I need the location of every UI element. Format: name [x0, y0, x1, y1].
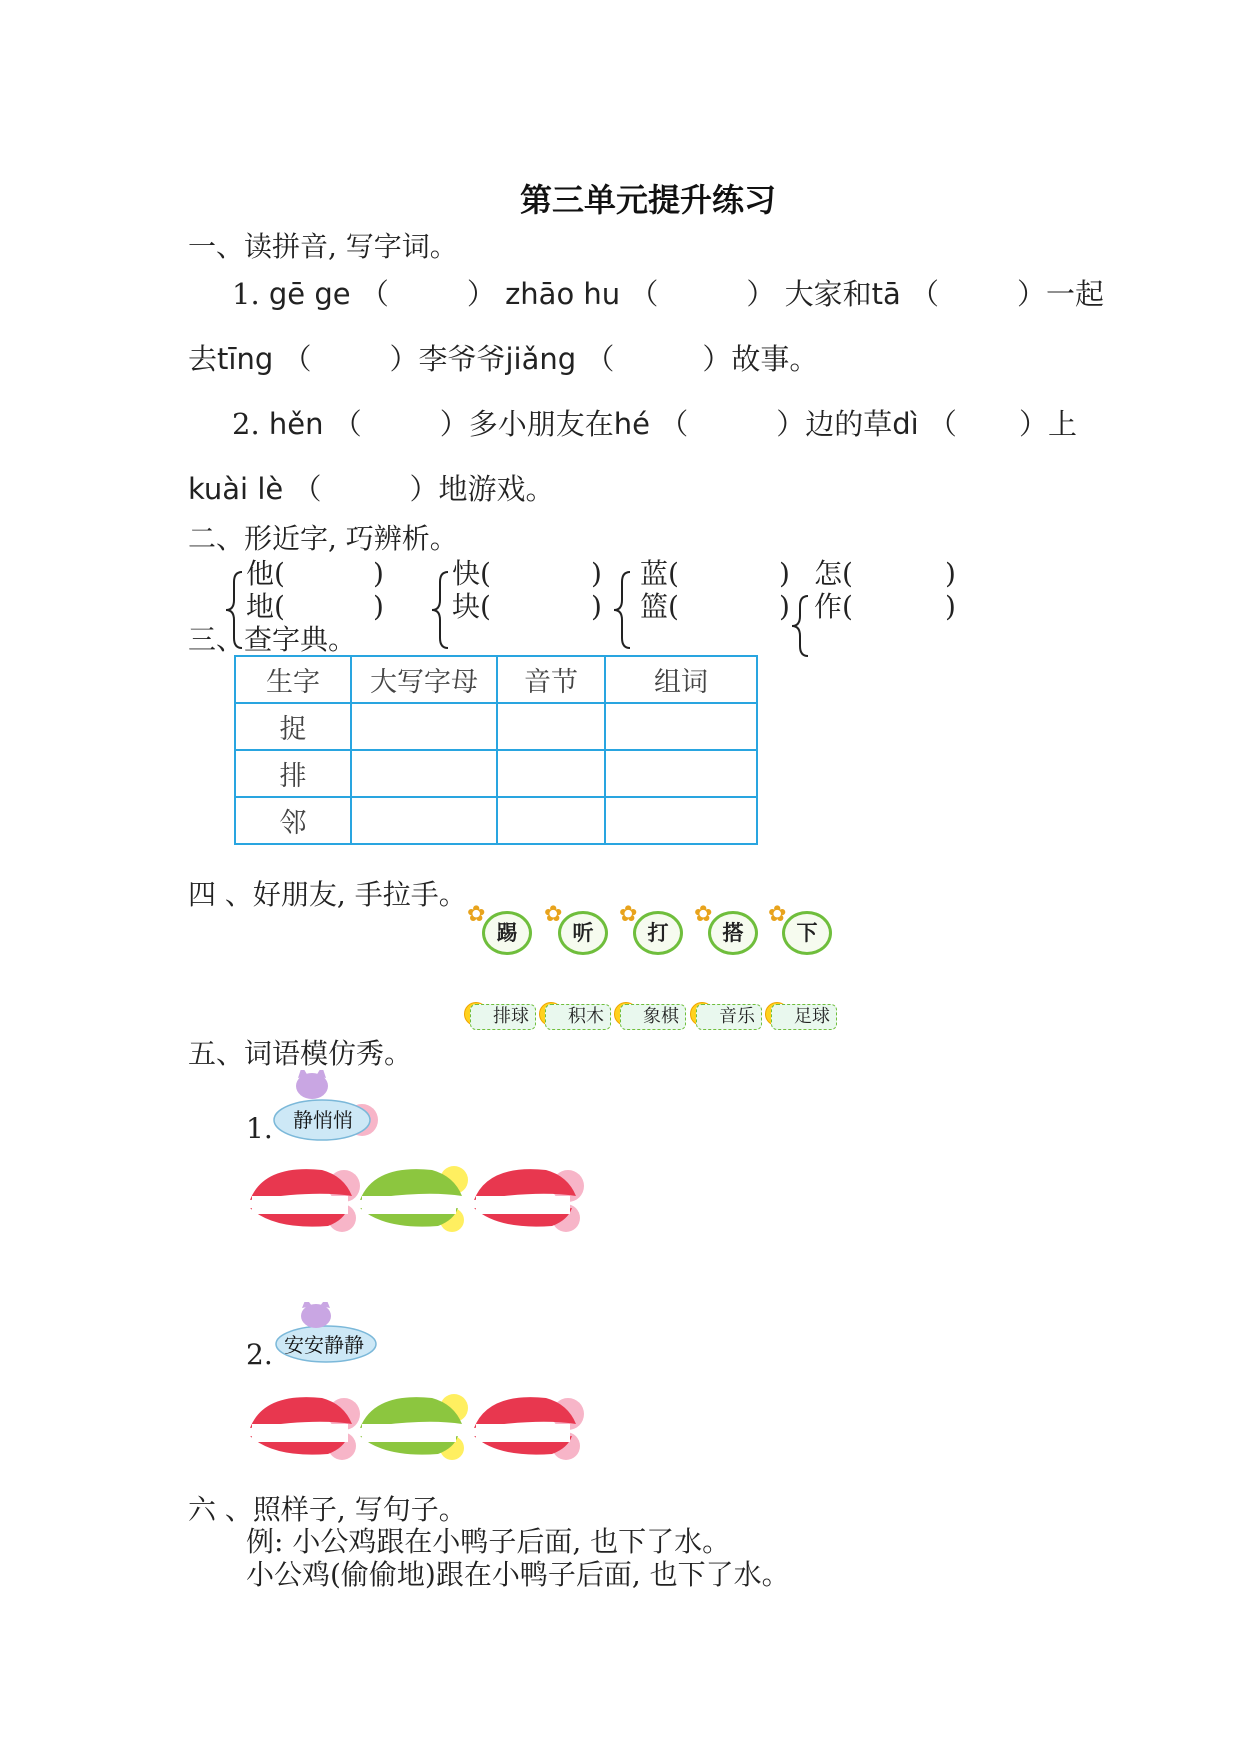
- pair-4-top: 怎( ): [814, 557, 956, 590]
- text: ）边的草: [776, 407, 893, 441]
- section-4-heading: 四 、好朋友, 手拉手。: [188, 878, 467, 911]
- text: ）地游戏。: [409, 472, 555, 506]
- paren-open: （: [927, 407, 957, 441]
- pair-2-top: 快( ): [452, 557, 602, 590]
- section-6-heading: 六 、照样子, 写句子。: [188, 1493, 467, 1526]
- section-3-heading: 三、查字典。: [188, 623, 357, 656]
- paren-open: （: [585, 342, 615, 376]
- paren-close: ）: [746, 277, 776, 311]
- paren-open: （: [292, 472, 322, 506]
- table-cell[interactable]: [497, 750, 605, 797]
- pair-3-top: 蓝( ): [640, 557, 790, 590]
- paren-open: （: [282, 342, 312, 376]
- section-5-heading: 五、词语模仿秀。: [188, 1037, 413, 1070]
- table-header-row: [235, 656, 757, 703]
- pair-1-top: 他( ): [246, 557, 384, 590]
- text: 大家和: [784, 277, 872, 311]
- paren-close: ）一起: [1017, 277, 1105, 311]
- noun-chip[interactable]: 象棋: [620, 1004, 686, 1030]
- table-header: 组词: [605, 656, 757, 703]
- section-2-heading: 二、形近字, 巧辨析。: [188, 522, 458, 555]
- brace: [614, 572, 630, 648]
- text: ）李爷爷: [389, 342, 506, 376]
- table-cell[interactable]: [351, 703, 497, 750]
- leaf-answer-row: [244, 1160, 600, 1235]
- table-cell[interactable]: [605, 797, 757, 844]
- answer-blank: [362, 1196, 456, 1214]
- paren-open: （: [629, 277, 659, 311]
- text: ）故事。: [702, 342, 819, 376]
- table-cell: 捉: [235, 703, 351, 750]
- pinyin: hěn: [268, 407, 324, 441]
- paren-open: （: [659, 407, 689, 441]
- verb-chip[interactable]: 下: [782, 911, 832, 955]
- item-number: 2.: [232, 407, 260, 441]
- answer-blank: [252, 1196, 348, 1214]
- answer-blank: [476, 1424, 570, 1442]
- verb-chip[interactable]: 打: [633, 911, 683, 955]
- table-cell[interactable]: [351, 750, 497, 797]
- example-word: 安安静静: [284, 1333, 364, 1357]
- example-word: 静悄悄: [293, 1108, 353, 1132]
- fox-icon: ✿: [694, 902, 713, 927]
- verb-chip[interactable]: 听: [558, 911, 608, 955]
- pinyin: dì: [892, 407, 919, 441]
- table-cell: 邻: [235, 797, 351, 844]
- s1-line-1: [232, 272, 1104, 313]
- brace: [792, 596, 808, 656]
- paren-open: （: [332, 407, 362, 441]
- fox-icon: ✿: [768, 902, 787, 927]
- verb-chip[interactable]: 踢: [482, 911, 532, 955]
- pinyin: zhāo hu: [505, 277, 621, 311]
- item-number: 1.: [246, 1112, 273, 1145]
- text: ）多小朋友在: [439, 407, 614, 441]
- answer-blank: [362, 1424, 456, 1442]
- item-number: 2.: [246, 1338, 273, 1371]
- pair-2-bottom: 块( ): [452, 590, 602, 623]
- table-cell[interactable]: [605, 750, 757, 797]
- table-cell[interactable]: [497, 703, 605, 750]
- brace: [432, 572, 448, 648]
- pinyin: gē ge: [268, 277, 351, 311]
- model-sentence: 小公鸡(偷偷地)跟在小鸭子后面, 也下了水。: [246, 1558, 790, 1591]
- paren-open: （: [910, 277, 940, 311]
- pinyin: tā: [871, 277, 901, 311]
- noun-chip[interactable]: 排球: [470, 1004, 536, 1030]
- table-header: 音节: [497, 656, 605, 703]
- pinyin: tīng: [217, 342, 274, 376]
- table-header: 生字: [235, 656, 351, 703]
- text: ）上: [1018, 407, 1077, 441]
- table-row: [235, 750, 757, 797]
- answer-blank: [476, 1196, 570, 1214]
- s1-line-4: [188, 467, 554, 508]
- pair-3-bottom: 篮( ): [640, 590, 790, 623]
- paren-close: ）: [466, 277, 496, 311]
- fox-icon: ✿: [467, 902, 486, 927]
- fox-icon: ✿: [619, 902, 638, 927]
- text: 去: [188, 342, 218, 376]
- table-cell: 排: [235, 750, 351, 797]
- table-cell[interactable]: [605, 703, 757, 750]
- pinyin: hé: [613, 407, 650, 441]
- verb-chip[interactable]: 搭: [708, 911, 758, 955]
- table-row: [235, 703, 757, 750]
- noun-chip[interactable]: 音乐: [696, 1004, 762, 1030]
- pinyin: kuài lè: [188, 472, 284, 506]
- noun-chip[interactable]: 足球: [771, 1004, 837, 1030]
- cat-icon: [301, 1304, 331, 1328]
- noun-chip[interactable]: 积木: [545, 1004, 611, 1030]
- pair-1-bottom: 地( ): [246, 590, 384, 623]
- pair-4-bottom: 作( ): [814, 590, 956, 623]
- s1-line-2: [188, 337, 818, 378]
- s1-line-3: [232, 402, 1077, 443]
- table-cell[interactable]: [351, 797, 497, 844]
- example-sentence: 例: 小公鸡跟在小鸭子后面, 也下了水。: [246, 1525, 731, 1558]
- table-header: 大写字母: [351, 656, 497, 703]
- item-number: 1.: [232, 277, 260, 311]
- pinyin: jiǎng: [505, 342, 577, 376]
- table-row: [235, 797, 757, 844]
- page-title: 第三单元提升练习: [520, 181, 777, 219]
- paren-open: （: [359, 277, 389, 311]
- section-1-heading: 一、读拼音, 写字词。: [188, 230, 458, 263]
- table-cell[interactable]: [497, 797, 605, 844]
- answer-blank: [252, 1424, 348, 1442]
- fox-icon: ✿: [544, 902, 563, 927]
- leaf-answer-row: [244, 1388, 600, 1463]
- dictionary-table: [234, 655, 758, 845]
